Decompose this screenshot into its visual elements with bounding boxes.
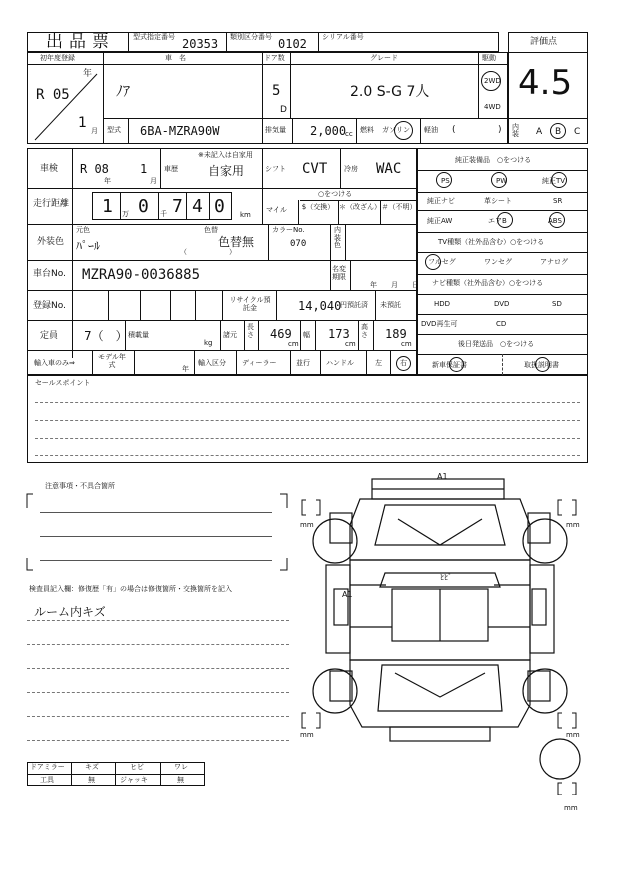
door-label: ドア数 <box>264 54 285 62</box>
mileage-digit-5: 0 <box>214 196 225 217</box>
fuel-label: 燃料 <box>360 126 374 134</box>
shift-value: CVT <box>302 161 328 177</box>
width-unit: cm <box>345 340 356 348</box>
handle-right: 右 <box>400 359 407 367</box>
shaken-month-unit: 月 <box>150 177 157 185</box>
table-value-tool: 工具 <box>40 776 54 784</box>
length-value: 469 <box>270 327 292 341</box>
sales-point-box <box>27 375 588 463</box>
equip-aw: 純正AW <box>427 217 453 225</box>
height-unit: cm <box>401 340 412 348</box>
mileage-mile: マイル <box>266 206 287 214</box>
equipment-header: 純正装備品 ○をつける <box>455 156 532 164</box>
grade-label: グレード <box>370 54 398 62</box>
equip-sr: SR <box>553 197 563 205</box>
navi-sd: SD <box>552 300 562 308</box>
later-manual-circle <box>535 357 550 372</box>
import-parallel: 並行 <box>296 359 310 367</box>
interior-grade-circle <box>550 123 566 139</box>
mileage-digit-4: 4 <box>192 196 203 217</box>
tv-header: TV種類（社外品含む）○をつける <box>438 238 545 246</box>
equip-ps: PS <box>441 177 450 185</box>
capacity-value: 7（ ） <box>84 329 128 343</box>
navi-hdd: HDD <box>434 300 451 308</box>
load-label: 積載量 <box>128 331 149 339</box>
history-value: 自家用 <box>208 164 245 178</box>
color-paren: （ ） <box>180 248 236 256</box>
later-warranty-circle <box>449 357 464 372</box>
first-reg-era: R 05 <box>36 87 70 103</box>
caution-label: 注意事項・不具合箇所 <box>45 482 115 490</box>
history-label: 車歴 <box>164 165 178 173</box>
table-value-jack: ジャッキ <box>120 776 148 784</box>
handle-left: 左 <box>375 359 382 367</box>
equip-navi: 純正ナビ <box>427 197 455 205</box>
color-no-value: 070 <box>290 239 307 249</box>
ruibetsu-label: 類別区分番号 <box>230 33 272 41</box>
fuel-value: ガソリン <box>382 126 410 134</box>
inspector-note: ルーム内キズ <box>34 605 106 619</box>
load-unit: kg <box>204 339 213 347</box>
drive-2wd: 2WD <box>484 77 501 85</box>
table-header-mirror: ドアミラー <box>30 763 65 771</box>
shaken-nen: 年 <box>104 177 111 185</box>
length-label: 長さ <box>247 323 254 339</box>
handle-label: ハンドル <box>326 359 354 367</box>
page-title: 出品票 <box>46 32 115 52</box>
chassis-label: 車台No. <box>33 269 66 279</box>
caution-bracket <box>25 488 290 578</box>
table-header-kizu: キズ <box>85 763 99 771</box>
later-manual: 取扱説明書 <box>524 361 559 369</box>
sho-label: 諸元 <box>223 331 237 339</box>
serial-label: シリアル番号 <box>322 33 364 41</box>
mileage-man: 万 <box>122 210 129 218</box>
score-label: 評価点 <box>530 37 558 47</box>
width-label: 幅 <box>303 331 310 339</box>
shaken-month: 1 <box>140 162 148 176</box>
table-header-hibi: ヒビ <box>130 763 144 771</box>
chassis-value: MZRA90-0036885 <box>82 267 201 283</box>
kata-label: 型式指定番号 <box>133 33 175 41</box>
interior-color-label: 内装色 <box>334 226 341 250</box>
model-value: 6BA-MZRA90W <box>140 124 220 138</box>
model-year-nen: 年 <box>182 365 189 373</box>
drive-4wd: 4WD <box>484 103 501 111</box>
tv-analog: アナログ <box>540 258 568 266</box>
name-change-label: 名変期限 <box>332 265 346 282</box>
mileage-label: 走行距離 <box>33 199 70 209</box>
tire-unit-fl: mm <box>300 521 314 529</box>
kata-value: 20353 <box>182 37 219 51</box>
height-label: 高さ <box>361 323 368 339</box>
door-count: 5 <box>272 83 281 99</box>
interior-grade-c: C <box>574 127 581 137</box>
color-original: ﾊﾟｰﾙ <box>76 239 101 253</box>
fuel-circle <box>394 121 413 140</box>
first-reg-month: 1 <box>78 115 87 131</box>
shift-label: シフト <box>265 165 286 173</box>
navi-dvd: DVD <box>494 300 510 308</box>
tire-unit-spare: mm <box>564 804 578 812</box>
mileage-digit-1: 1 <box>102 196 113 217</box>
drive-circle <box>481 71 501 91</box>
equip-tv-circle <box>551 172 567 188</box>
shaken-label: 車検 <box>40 164 59 174</box>
tire-unit-fr: mm <box>566 521 580 529</box>
model-year-label: モデル年式 <box>98 353 126 370</box>
equip-airbag: エアB <box>488 217 507 225</box>
history-note: ※未記入は自家用 <box>198 151 253 159</box>
dvd-label: DVD再生可 <box>421 320 458 328</box>
tv-one: ワンセグ <box>484 258 512 266</box>
length-unit: cm <box>288 340 299 348</box>
first-reg-label: 初年度登録 <box>40 54 75 62</box>
displacement-value: 2,000 <box>310 124 347 138</box>
kei-paren-open: ( <box>452 125 456 135</box>
equip-abs-circle <box>549 212 565 228</box>
navi-cd: CD <box>496 320 507 328</box>
equip-tv: 純正TV <box>542 177 566 185</box>
aircon-value: WAC <box>376 161 402 177</box>
door-type: D <box>280 105 287 115</box>
aircon-label: 冷房 <box>344 165 358 173</box>
mileage-unit: km <box>240 211 251 219</box>
later-warranty: 新車保証書 <box>432 361 467 369</box>
mileage-unknown: ＃（不明） <box>381 203 417 211</box>
mileage-digit-2: 0 <box>138 196 149 217</box>
ruibetsu-value: 0102 <box>278 37 307 51</box>
mark-side-a1: A1 <box>342 590 353 599</box>
mileage-exchanged: $（交換） <box>301 203 335 211</box>
tv-full: フルセグ <box>428 258 456 266</box>
grade-value: 2.0 S-G 7人 <box>350 84 430 100</box>
import-dealer: ディーラー <box>242 359 277 367</box>
recycle-value: 14,040 <box>298 299 342 313</box>
drive-label: 駆動 <box>482 54 496 62</box>
equip-ps-circle <box>436 172 452 188</box>
equip-leather: 革シート <box>484 197 512 205</box>
model-label: 型式 <box>107 126 121 134</box>
interior-label: 内装 <box>512 123 519 138</box>
name-label: 車 名 <box>165 54 186 62</box>
table-value-tool-status: 無 <box>88 776 95 784</box>
width-value: 173 <box>328 327 350 341</box>
import-only-label: 輸入車のみ⇒ <box>34 359 75 367</box>
mark-roof-a1: A1 <box>437 472 448 481</box>
tv-full-circle <box>425 254 441 270</box>
equip-pw: PW <box>496 177 508 185</box>
color-label: 外装色 <box>37 237 65 247</box>
first-reg-month-unit: 月 <box>91 127 98 135</box>
mileage-sen: 千 <box>160 210 167 218</box>
import-type-label: 輸入区分 <box>198 359 226 367</box>
first-reg-nen: 年 <box>83 69 93 79</box>
recycle-label: リサイクル預託金 <box>229 296 271 313</box>
mileage-circle-note: ○をつける <box>318 190 353 198</box>
kei-paren-close: ) <box>498 125 502 135</box>
height-value: 189 <box>385 327 407 341</box>
recycle-status: 円預託済 <box>340 301 368 309</box>
capacity-label: 定員 <box>40 331 59 341</box>
tire-unit-rl: mm <box>300 731 314 739</box>
kei-label: 軽油 <box>424 126 438 134</box>
registration-label: 登録No. <box>33 301 66 311</box>
sales-point-label: セールスポイント <box>35 379 91 387</box>
color-tone: 色替無 <box>218 235 255 249</box>
equip-abs: ABS <box>548 217 562 225</box>
inspector-label: 検査員記入欄：修復歴「有」の場合は修復箇所・交換箇所を記入 <box>29 585 232 593</box>
equip-pw-circle <box>491 172 507 188</box>
interior-grade-b: B <box>555 127 562 137</box>
shaken-value: R 08 <box>80 162 109 176</box>
displacement-unit: cc <box>345 130 353 138</box>
car-damage-diagram <box>290 465 590 795</box>
table-value-jack-status: 無 <box>177 776 184 784</box>
later-header: 後日発送品 ○をつける <box>458 340 535 348</box>
mileage-altered: ＊（改ざん） <box>339 203 381 211</box>
displacement-label: 排気量 <box>265 126 286 134</box>
table-header-ware: ワレ <box>174 763 188 771</box>
mark-hood-hibi: ﾋﾋﾞ <box>440 573 452 582</box>
color-original-label: 元色 <box>76 226 90 234</box>
equip-airbag-circle <box>497 212 513 228</box>
score-value: 4.5 <box>518 63 573 103</box>
interior-grade-a: A <box>536 127 543 137</box>
color-no-label: カラーNo. <box>272 226 305 234</box>
vehicle-name: ﾉｱ <box>116 84 130 100</box>
navi-header: ナビ種類（社外品含む）○をつける <box>432 279 544 287</box>
name-change-ymd: 年 月 日 <box>370 281 419 289</box>
mileage-digit-3: 7 <box>172 196 183 217</box>
color-tone-label: 色替 <box>204 226 218 234</box>
handle-circle <box>396 356 411 371</box>
tire-unit-rr: mm <box>566 731 580 739</box>
recycle-unpaid: 未預託 <box>380 301 401 309</box>
